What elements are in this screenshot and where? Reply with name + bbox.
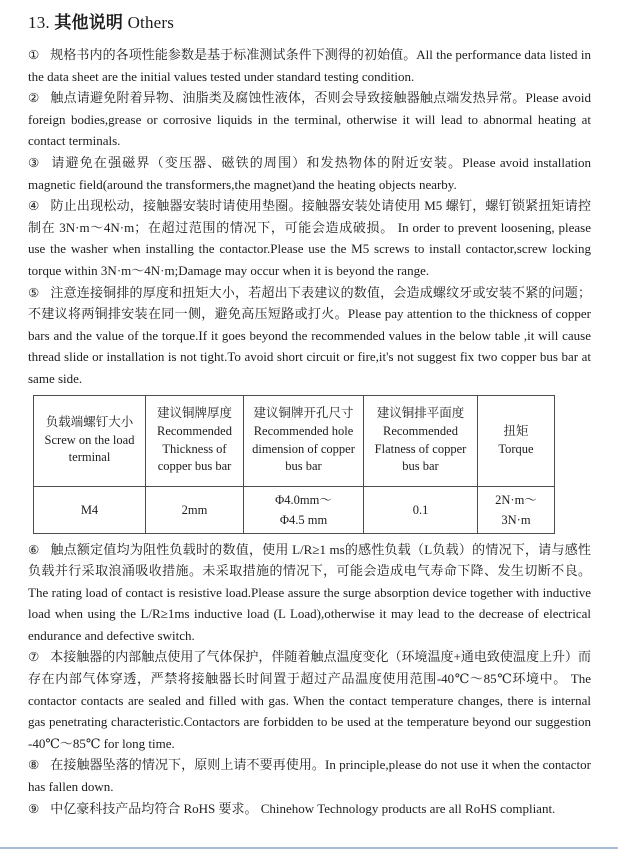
header-en: Recommended Thickness of copper bus bar — [157, 423, 232, 474]
header-en: Recommended hole dimension of copper bus bar — [252, 423, 355, 474]
header-flatness — [364, 395, 478, 486]
note-item-3 — [28, 152, 591, 195]
item-number: ④ — [28, 198, 40, 214]
note-item-9 — [28, 798, 591, 820]
cell-thickness: 2mm — [146, 486, 244, 533]
header-zh: 建议铜牌开孔尺寸 — [253, 406, 354, 421]
item-text: 规格书内的各项性能参数是基于标准测试条件下测得的初始值。All the performance data listed in the data sheet are the initial values tested under standard testing condition. — [28, 47, 591, 84]
item-number: ① — [28, 47, 40, 62]
table-data-row — [34, 486, 555, 533]
item-number: ② — [28, 90, 40, 106]
item-text: 注意连接铜排的厚度和扭矩大小，若超出下表建议的数值，会造成螺纹牙或安装不紧的问题；不建议将两铜排安装在同一侧，避免高压短路或打火。Please pay attention to the thickness of copper bars and the value of the torque.If it goes beyond the recommended values in the below table ,it will cause thread slide or installation is not tight.To avoid short circuit or fire,it's not suggest fix two copper bus bar at same side. — [28, 284, 591, 386]
header-screw-size — [34, 395, 146, 486]
item-number: ⑦ — [28, 649, 40, 665]
header-zh: 建议铜排平面度 — [376, 406, 465, 421]
item-text: 请避免在强磁界（变压器、磁铁的周围）和发热物体的附近安装。Please avoid installation magnetic field(around the transformers,the magnet)and the heating objects nearby. — [28, 154, 591, 192]
item-number: ③ — [28, 154, 40, 170]
hole-min: Φ4.0mm～ — [275, 492, 332, 507]
table-header-row — [34, 395, 555, 486]
note-item-4 — [28, 195, 591, 281]
torque-min: 2N·m～ — [495, 492, 537, 507]
cell-flatness: 0.1 — [364, 486, 478, 533]
page-title — [28, 8, 591, 33]
section-title-en: Others — [127, 13, 175, 32]
header-zh: 负载端螺钉大小 — [45, 415, 134, 430]
note-item-1 — [28, 44, 591, 87]
item-text: 中亿豪科技产品均符合 RoHS 要求。 Chinehow Technology products are all RoHS compliant. — [50, 800, 556, 816]
cell-hole-dimension — [244, 486, 364, 533]
note-item-2 — [28, 87, 591, 152]
header-zh: 建议铜牌厚度 — [156, 406, 232, 421]
item-text: 在接触器坠落的情况下，原则上请不要再使用。In principle,please do not use it when the contactor has fallen down. — [28, 757, 591, 795]
hole-max: Φ4.5 mm — [279, 512, 328, 527]
section-number: 13. — [28, 13, 50, 32]
header-torque — [478, 395, 555, 486]
note-item-7 — [28, 646, 591, 754]
item-number: ⑧ — [28, 757, 40, 773]
header-en: Torque — [498, 441, 534, 456]
note-item-8 — [28, 754, 591, 797]
item-text: 触点额定值均为阻性负载时的数值，使用 L/R≥1 ms的感性负载（L负载）的情况下，请与感性负载并行采取浪涌吸收措施。未采取措施的情况下，可能会造成电气寿命下降、发生切断不良。The rating load of contact is resistive load.Please assure the surge absorption device together with inductive load when using the L/R≥1ms inductive load (L Load),otherwise it may lead to the decrease of electrical endurance and defective switch. — [28, 541, 591, 643]
note-item-6 — [28, 539, 591, 647]
item-number: ⑤ — [28, 284, 40, 300]
cell-screw-size: M4 — [34, 486, 146, 533]
note-item-5 — [28, 282, 591, 390]
item-text: 本接触器的内部触点使用了气体保护，伴随着触点温度变化（环境温度+通电致使温度上升）而存在内部气体穿透，严禁将接触器长时间置于超过产品温度使用范围-40℃～85℃环境中。 The contactor contacts are sealed and filled with gas. When the contact temperature changes, there is internal gas penetrating characteristic.Contactors are forbidden to be used at the temperature beyond our suggestion -40℃～85℃ for long time. — [28, 649, 591, 751]
section-title-zh: 其他说明 — [54, 13, 124, 33]
header-en: Recommended Flatness of copper bus bar — [374, 423, 467, 474]
header-thickness — [146, 395, 244, 486]
copper-bus-bar-spec-table — [33, 395, 555, 534]
item-number: ⑥ — [28, 541, 40, 557]
header-en: Screw on the load terminal — [44, 432, 135, 465]
item-text: 防止出现松动，接触器安装时请使用垫圈。接触器安装处请使用 M5 螺钉，螺钉锁紧扭矩请控制在 3N·m～4N·m；在超过范围的情况下，可能会造成破损。 In order to prevent loosening, please use the washer when installing the contactor.Please use the M5 screws to install contactor,screw locking torque within 3N·m～4N·m;Damage may occur when it is beyond the range. — [28, 198, 591, 278]
header-zh: 扭矩 — [503, 423, 529, 438]
item-text: 触点请避免附着异物、油脂类及腐蚀性液体，否则会导致接触器触点端发热异常。Please avoid foreign bodies,grease or corrosive liquids in the terminal, otherwise it will lead to abnormal heating at contact terminals. — [28, 90, 591, 149]
item-number: ⑨ — [28, 800, 40, 816]
torque-max: 3N·m — [501, 512, 531, 527]
cell-torque — [478, 486, 555, 533]
header-hole-dimension — [244, 395, 364, 486]
